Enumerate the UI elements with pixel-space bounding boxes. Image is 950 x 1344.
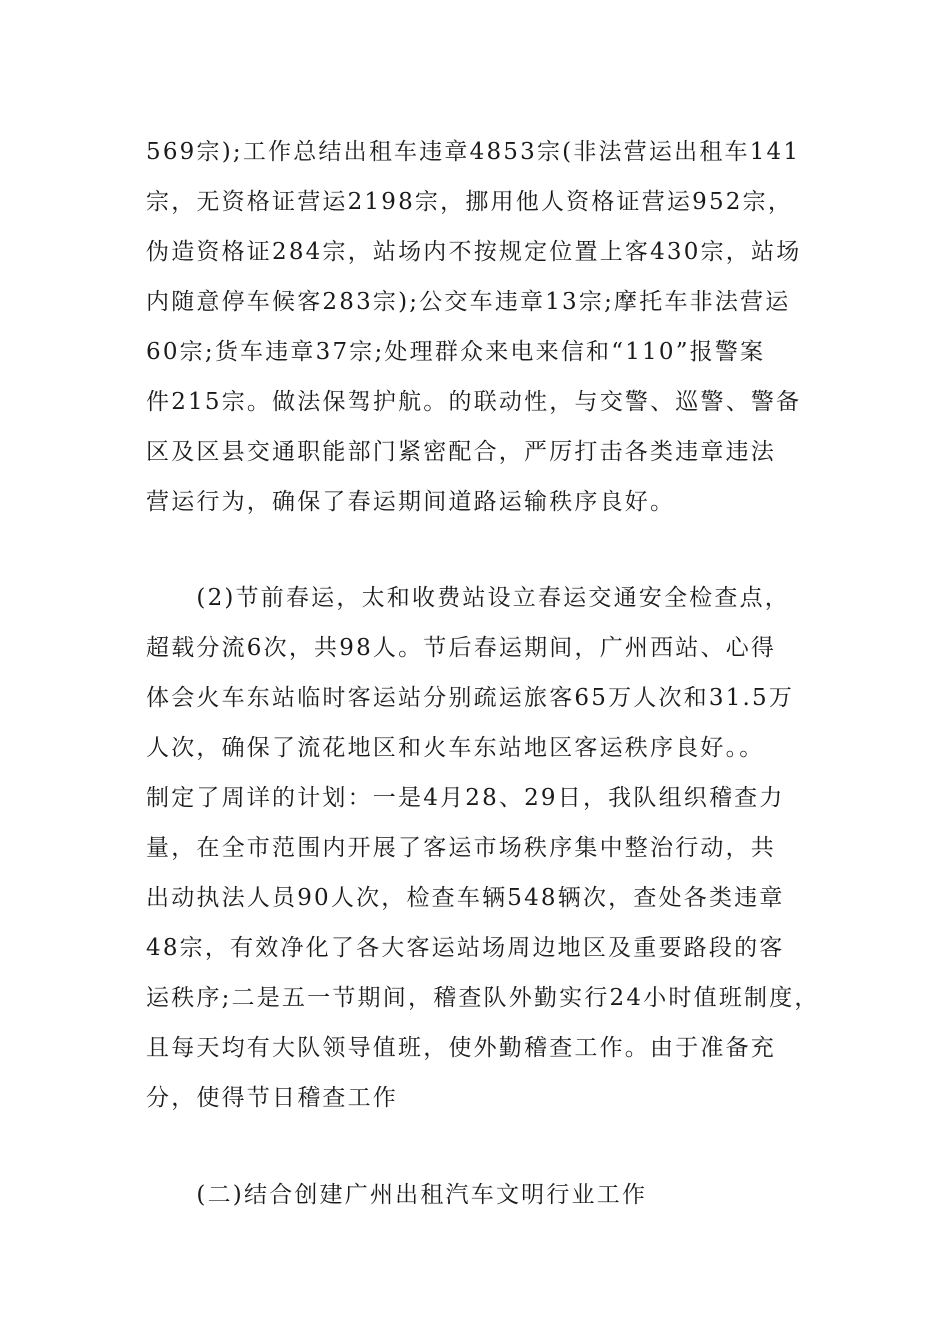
text-line: 内随意停车候客283宗);公交车违章13宗;摩托车非法营运	[146, 289, 791, 315]
paragraph-spring-festival-transport	[146, 573, 820, 1123]
text-line: 制定了周详的计划：一是4月28、29日，我队组织稽查力	[146, 785, 785, 811]
text-line: 人次，确保了流花地区和火车东站地区客运秩序良好。。	[146, 735, 765, 761]
text-line: 且每天均有大队领导值班，使外勤稽查工作。由于准备充	[146, 1035, 776, 1061]
text-line: 运秩序;二是五一节期间，稽查队外勤实行24小时值班制度，	[146, 985, 820, 1011]
text-line: 48宗，有效净化了各大客运站场周边地区及重要路段的客	[146, 935, 785, 961]
text-line: 量，在全市范围内开展了客运市场秩序集中整治行动，共	[146, 835, 776, 861]
text-line: 出动执法人员90人次，检查车辆548辆次，查处各类违章	[146, 885, 785, 911]
text-line: 区及区县交通职能部门紧密配合，严厉打击各类违章违法	[146, 439, 776, 465]
section-heading	[146, 1170, 816, 1220]
text-line: 营运行为，确保了春运期间道路运输秩序良好。	[146, 489, 676, 515]
text-line: 569宗);工作总结出租车违章4853宗(非法营运出租车141	[146, 139, 801, 165]
paragraph-violations-summary	[146, 127, 816, 527]
text-line: 60宗;货车违章37宗;处理群众来电来信和“110”报警案	[146, 339, 766, 365]
text-line: (2)节前春运，太和收费站设立春运交通安全检查点，	[146, 585, 790, 611]
text-line: 宗，无资格证营运2198宗，挪用他人资格证营运952宗，	[146, 189, 794, 215]
text-line: 体会火车东站临时客运站分别疏运旅客65万人次和31.5万	[146, 685, 795, 711]
text-line: 超载分流6次，共98人。节后春运期间，广州西站、心得	[146, 635, 777, 661]
text-line: 件215宗。做法保驾护航。的联动性，与交警、巡警、警备	[146, 389, 802, 415]
text-line: 分，使得节日稽查工作	[146, 1085, 398, 1111]
text-line: 伪造资格证284宗，站场内不按规定位置上客430宗，站场	[146, 239, 802, 265]
heading-text: (二)结合创建广州出租汽车文明行业工作	[146, 1182, 648, 1208]
